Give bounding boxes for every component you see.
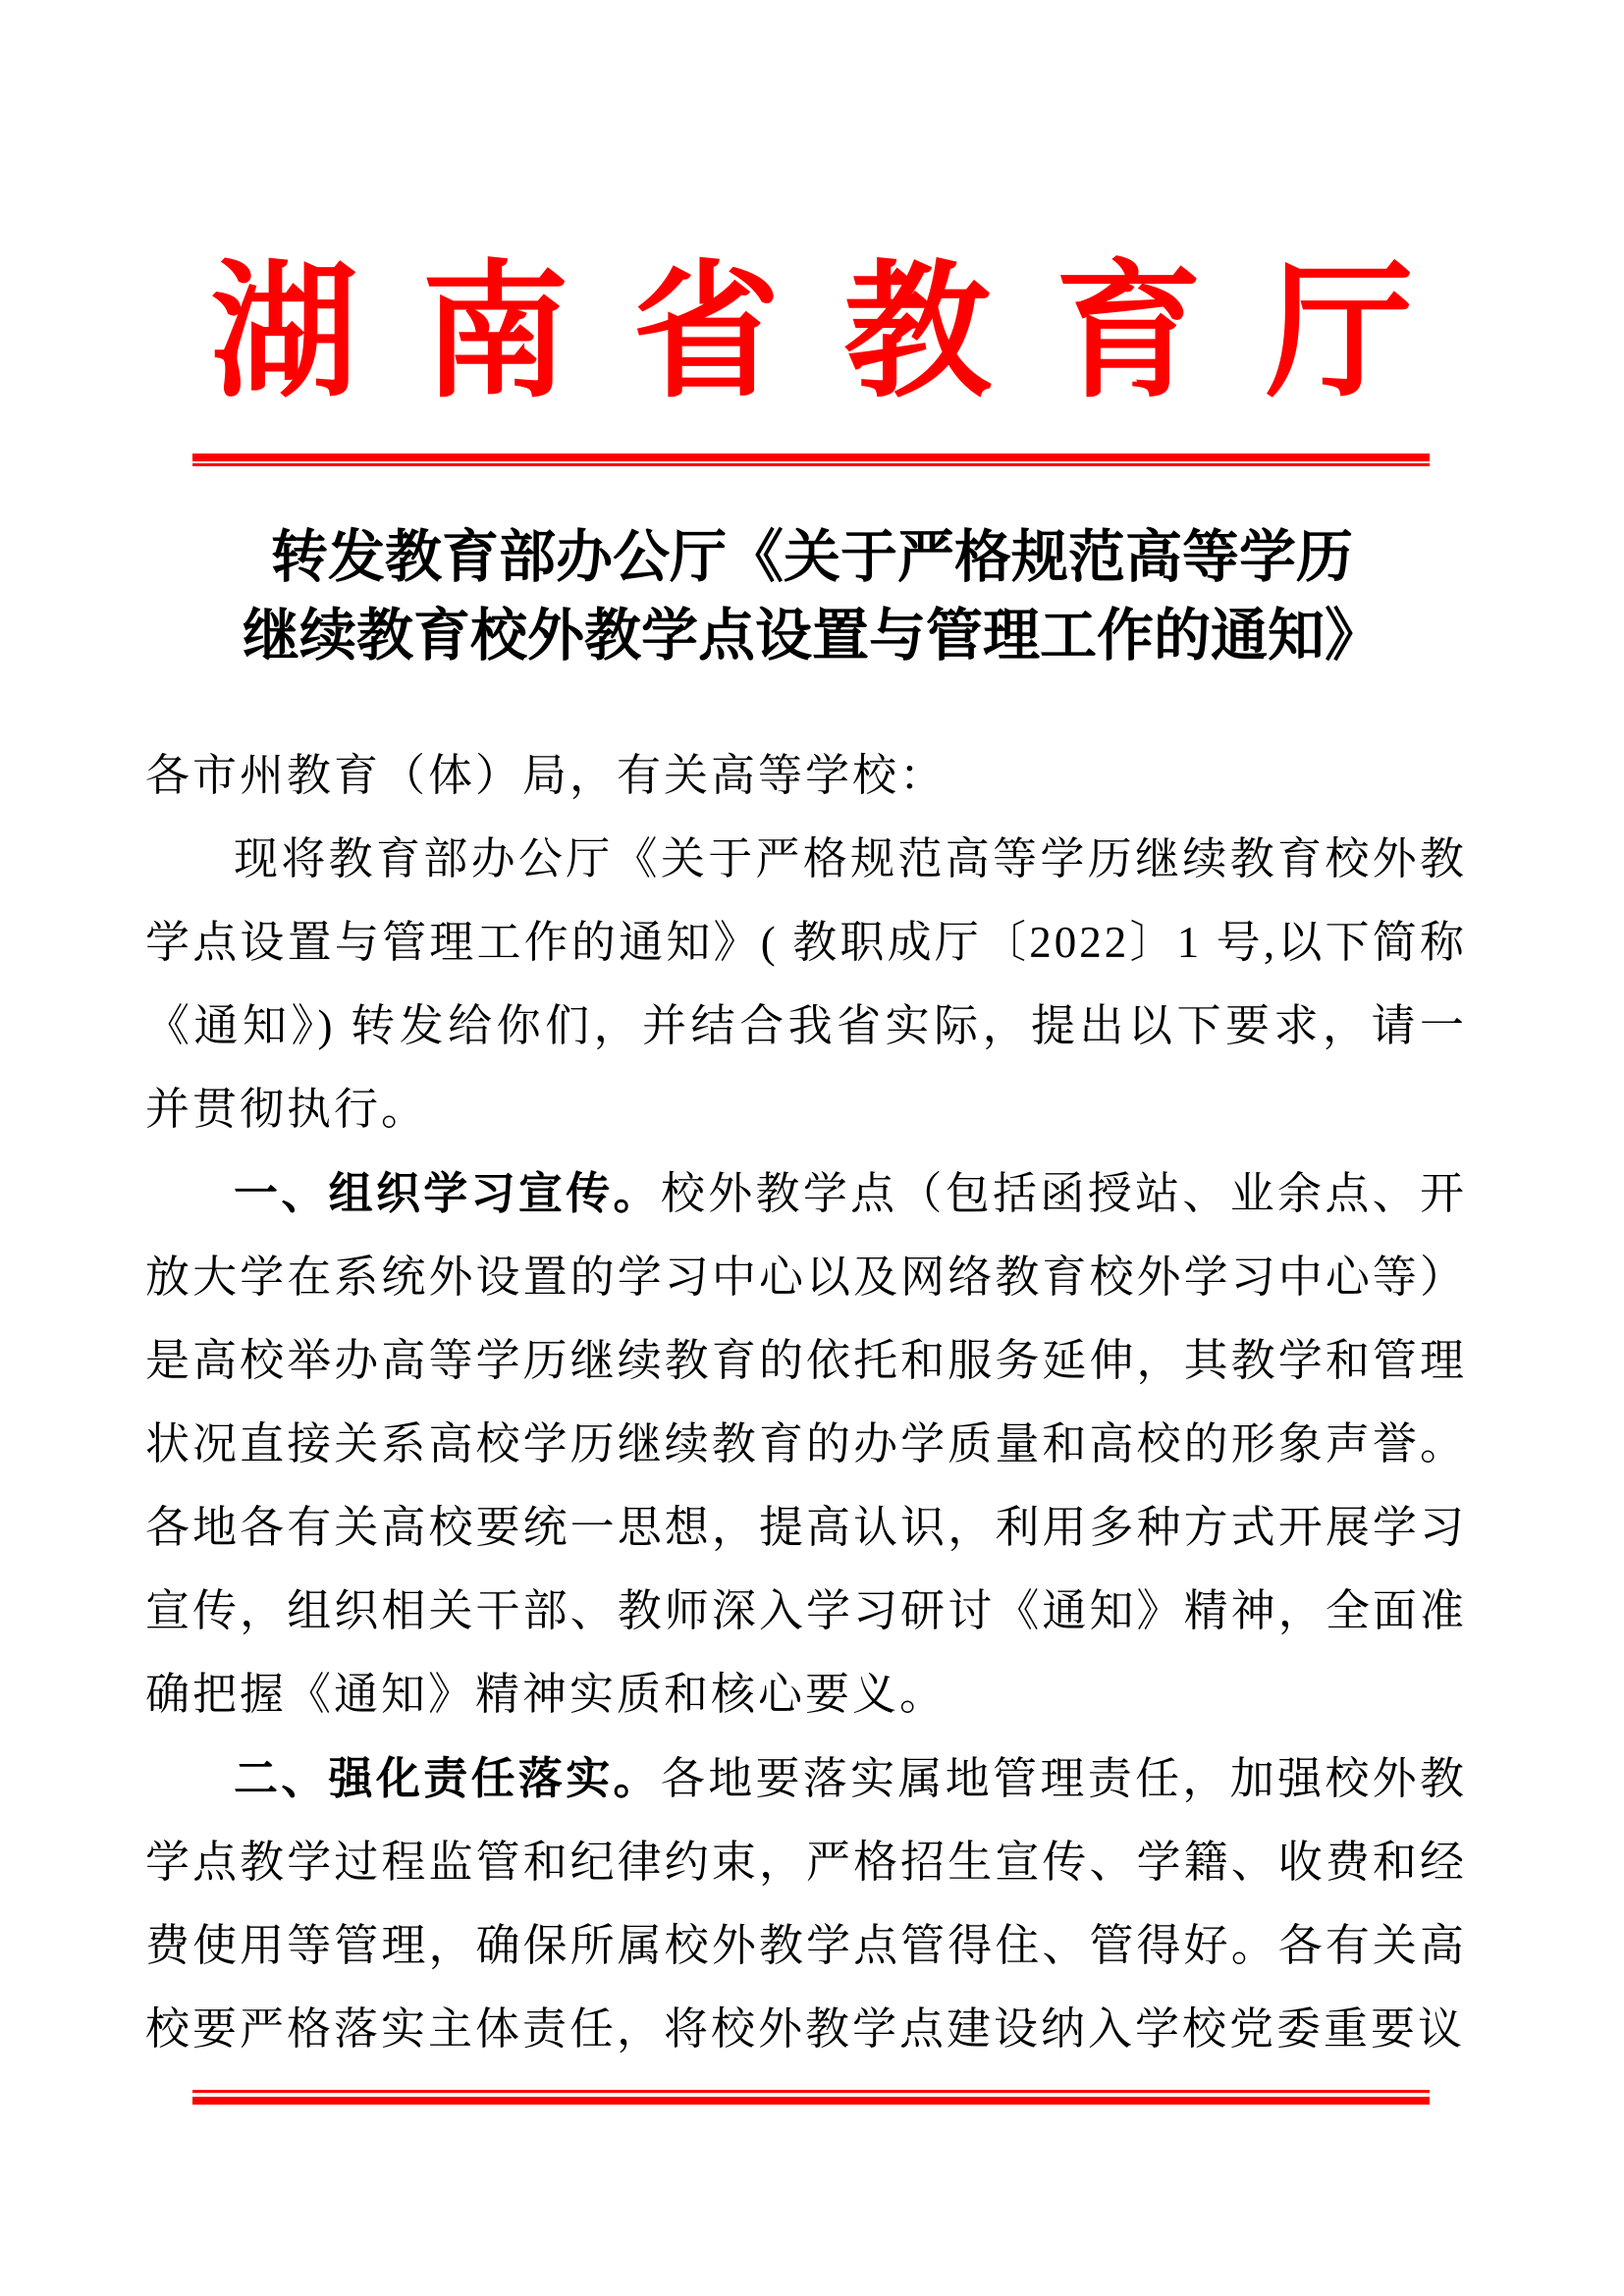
section-2-text: 各地要落实属地管理责任，加强校外教学点教学过程监管和纪律约束，严格招生宣传、学籍、收费和经费使用等管理，确保所属校外教学点管得住、管得好。各有关高校要严格落实主体责任，将校外教学点建设纳入学校党委重要议 <box>145 1754 1467 2054</box>
document-title-line1: 转发教育部办公厅《关于严格规范高等学历 <box>270 525 1353 589</box>
section-2-heading: 二、强化责任落实。 <box>234 1753 661 1803</box>
agency-header-title: 湖南省教育厅 <box>210 252 1478 415</box>
paragraph-section-2 <box>145 1736 1467 2071</box>
red-footer-divider-bottom <box>192 2090 1430 2105</box>
red-header-divider-top <box>192 454 1430 466</box>
salutation-line: 各市州教育（体）局，有关高等学校： <box>145 751 947 800</box>
document-title-line2: 继续教育校外教学点设置与管理工作的通知》 <box>242 604 1381 667</box>
section-1-heading: 一、组织学习宣传。 <box>234 1168 661 1218</box>
document-title <box>0 518 1624 675</box>
document-body <box>145 734 1467 2071</box>
section-1-text: 校外教学点（包括函授站、业余点、开放大学在系统外设置的学习中心以及网络教育校外学习中心等）是高校举办高等学历继续教育的依托和服务延伸，其教学和管理状况直接关系高校学历继续教育的办学质量和高校的形象声誉。各地各有关高校要统一思想，提高认识，利用多种方式开展学习宣传，组织相关干部、教师深入学习研讨《通知》精神，全面准确把握《通知》精神实质和核心要义。 <box>145 1169 1467 1719</box>
paragraph-section-1 <box>145 1151 1467 1736</box>
paragraph-forwarding-notice: 现将教育部办公厅《关于严格规范高等学历继续教育校外教学点设置与管理工作的通知》( 教职成厅〔2022〕1 号,以下简称《通知》) 转发给你们，并结合我省实际，提出以下要求，请一并贯彻执行。 <box>145 834 1467 1134</box>
